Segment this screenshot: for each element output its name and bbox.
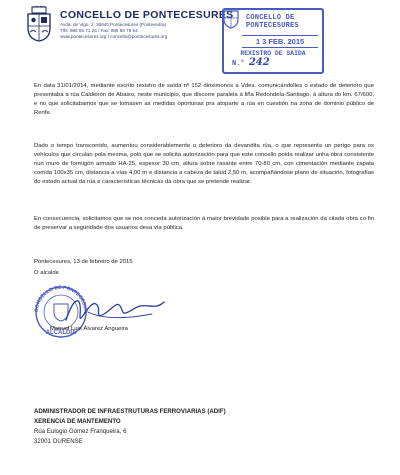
stamp-number-value: 242	[248, 57, 270, 68]
signer-name: Manuel Luis Álvarez Angueira	[50, 326, 128, 332]
stamp-name-line1: CONCELLO DE	[246, 14, 295, 22]
handwritten-signature	[60, 290, 170, 330]
body-paragraph-3: En consecuencia, solicitamos que se nos conceda autorización á maior brevidade posible para a realización da citada obra co fin de preservar a seguridade dos usuarios desa vía pública.	[34, 216, 374, 232]
org-phone-fax: Tlfs: 986 55 71 26 / Fax: 986 55 75 54	[60, 28, 138, 33]
stamp-number-prefix: N.°	[232, 60, 245, 68]
addressee-line-4: 32001 OURENSE	[34, 438, 83, 445]
addressee-line-2: XERENCIA DE MANTEMENTO	[34, 418, 121, 425]
stamp-number	[232, 57, 316, 68]
seal-bottom-text: ALCALDIA	[45, 330, 77, 336]
stamp-crest-icon	[221, 7, 241, 29]
stamp-label: REXISTRO DE SAIDA	[240, 50, 306, 57]
stamp-name-line2: PONTECESURES	[246, 22, 299, 30]
body-paragraph-2: Dado o tempo transcorrido, aumentou considerablemente o deterioro da devandita rúa, o que representa un perigo para os vehículos que circulan pola mesma, polo que se solicita autorización para que este concello poida realizar unha obra consistente nun muro de formigón armado HA-25, espesor 30 cm, altura sobre rasante entre 70-80 cm, con cimentación mediante zapata corrida 100x35 cm, distancia a vías 4,00 m e distancia a cabeza de talud 2,50 m, acompañándose plano de situación, fotografías do estado actual da rúa e características técnicas da obra que se pretende realizar.	[34, 143, 374, 186]
stamp-name	[246, 14, 299, 30]
registry-stamp	[222, 8, 324, 74]
org-title: CONCELLO DE PONTECESURES	[60, 9, 234, 21]
org-address: Avda. de Vigo, 2. 36640 Pontecesures (Pontevedra)	[60, 22, 167, 27]
closing-title: O alcalde	[34, 270, 59, 276]
org-web-email: www.pontecesures.org / concello@pontecesures.org	[60, 34, 168, 39]
body-paragraph-1: En data 31/01/2014, mediante escrito rexistro de saída nº 152 diriximonos a Vdes. comunicándolles o estado de deterioro que presentaba a rúa Caldeirón de Abaixo, neste municipio, que discorre paralela á liña Redondela-Santiago, á altura do km. 67/600, e no que solicitabamos que se tomasen as medidas oportunas pra atoparte a rúa en cuestión na zona de dominio público de Renfe.	[34, 83, 374, 117]
stamp-date: 1 3 FEB. 2015	[242, 35, 318, 48]
addressee-line-3: Rúa Eulogio Gómez Franqueira, 6	[34, 428, 127, 435]
place-date: Pontecesures, 13 de febreiro de 2015	[34, 259, 133, 265]
addressee-line-1: ADMINISTRADOR DE INFRAESTRUTURAS FERROVIARIAS (ADIF)	[34, 408, 226, 415]
coat-of-arms-icon	[24, 6, 54, 42]
seal-text: CONCELLO DE PONTECESUR	[33, 284, 89, 314]
